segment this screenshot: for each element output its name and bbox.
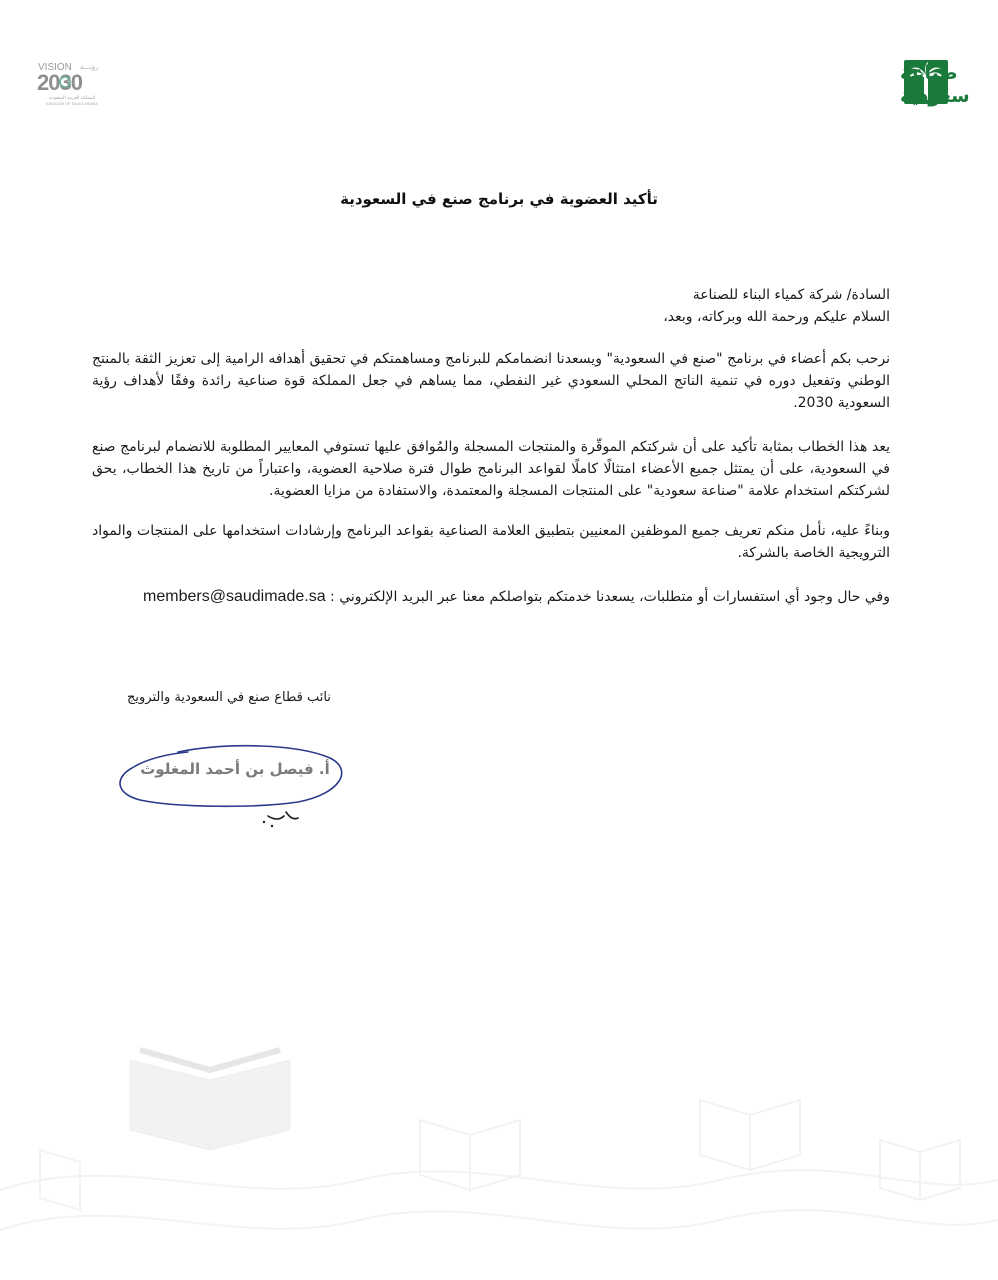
svg-text:المملكة العربية السعودية: المملكة العربية السعودية: [48, 96, 96, 101]
vision-2030-logo: [36, 58, 108, 108]
svg-text:KINGDOM OF SAUDI ARABIA: KINGDOM OF SAUDI ARABIA: [46, 102, 98, 106]
svg-text:سعودية: سعودية: [900, 85, 970, 107]
paragraph-welcome: نرحب بكم أعضاء في برنامج "صنع في السعودية" ويسعدنا انضمامكم للبرنامج ومساهمتكم في تحقيق أهدافه الرامية إلى تعزيز الثقة بالمنتج الوطني وتفعيل دوره في تنمية الناتج المحلي السعودي غير النفطي، مما يساهم في جعل المملكة قوة صناعية رائدة وفقًا لأهداف رؤية السعودية 2030.: [92, 351, 890, 411]
greeting-line: السلام عليكم ورحمة الله وبركاته، وبعد،: [663, 309, 890, 325]
salutation-block: [92, 284, 890, 328]
signer-name: أ. فيصل بن أحمد المغلوث: [140, 760, 330, 778]
handwritten-signature-icon: [118, 738, 348, 838]
paragraph-guidelines: وبناءً عليه، نأمل منكم تعريف جميع الموظفين المعنيين بتطبيق العلامة الصناعية بقواعد البرنامج وإرشادات استخدامها على المنتجات والمواد الترويجية الخاصة بالشركة.: [92, 523, 890, 561]
contact-text: وفي حال وجود أي استفسارات أو متطلبات، يسعدنا خدمتكم بتواصلكم معنا عبر البريد الإلكتروني :: [330, 589, 890, 605]
svg-text:2030: 2030: [37, 70, 82, 95]
svg-text:رؤيـــة: رؤيـــة: [80, 63, 99, 71]
saudi-made-logo: [810, 58, 970, 108]
paragraph-contact: [92, 586, 890, 608]
paragraph-confirmation: يعد هذا الخطاب بمثابة تأكيد على أن شركتكم الموقّرة والمنتجات المسجلة والمُوافق عليها تستوفي المعايير المطلوبة للانضمام لبرنامج صنع في السعودية، على أن يمتثل جميع الأعضاء امتثالًا كاملًا لقواعد البرنامج طوال فترة صلاحية العضوية، واعتباراً من تاريخ هذا الخطاب، يحق لشركتكم استخدام علامة "صناعة سعودية" على المنتجات المسجلة والمعتمدة، والاستفادة من مزايا العضوية.: [92, 439, 890, 499]
recipient-line: السادة/ شركة كمياء البناء للصناعة: [692, 287, 890, 303]
svg-text:صناعة: صناعة: [900, 62, 958, 84]
svg-text:VISION: VISION: [38, 62, 72, 73]
signer-title: نائب قطاع صنع في السعودية والترويج: [127, 690, 331, 705]
document-title: تأكيد العضوية في برنامج صنع في السعودية: [340, 190, 658, 208]
open-book-pattern-icon: [0, 1040, 998, 1280]
contact-email-link[interactable]: members@saudimade.sa: [143, 588, 326, 605]
